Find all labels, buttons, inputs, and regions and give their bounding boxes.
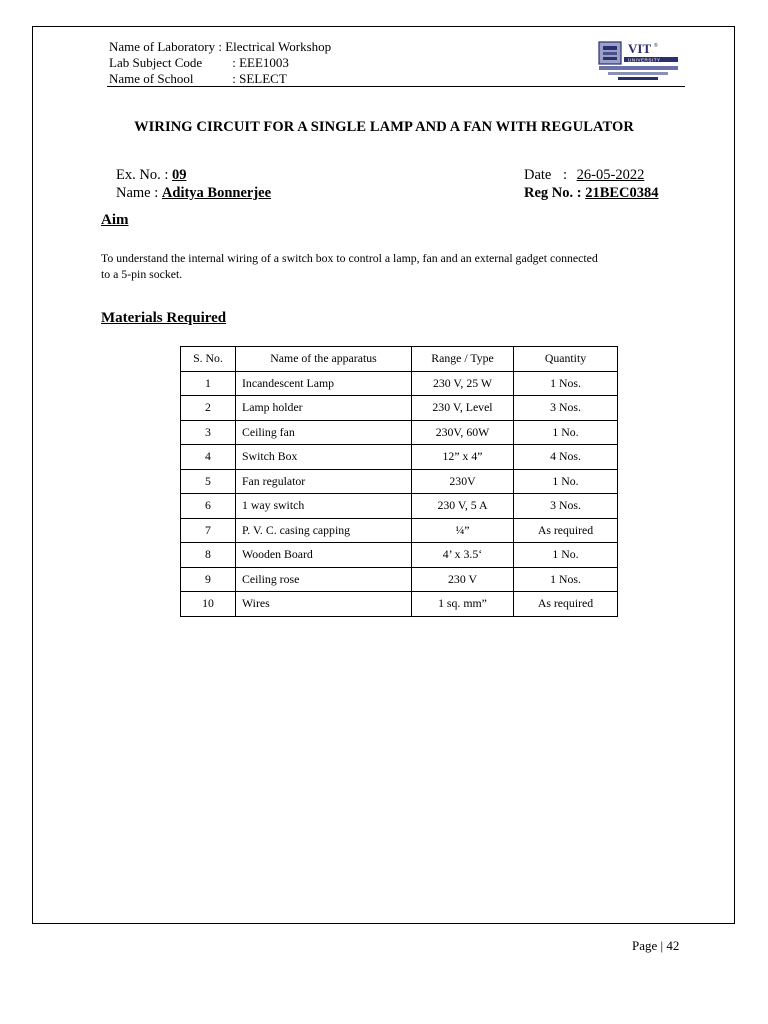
- table-header-row: [181, 347, 618, 372]
- code-value: : EEE1003: [232, 55, 289, 70]
- header-lab-row: [109, 39, 331, 55]
- page-number: Page | 42: [632, 938, 680, 953]
- code-label: Lab Subject Code: [109, 55, 203, 70]
- aim-text: [101, 250, 661, 282]
- lab-value: : Electrical Workshop: [218, 39, 332, 54]
- table-cell: 1: [181, 371, 236, 396]
- table-row: [181, 371, 618, 396]
- name-row: [116, 184, 271, 202]
- date-separator: :: [563, 167, 568, 183]
- table-row: [181, 445, 618, 470]
- document-title: WIRING CIRCUIT FOR A SINGLE LAMP AND A FAN WITH REGULATOR: [134, 119, 634, 135]
- column-header: S. No.: [181, 347, 236, 372]
- table-row: [181, 518, 618, 543]
- table-cell: Wooden Board: [236, 543, 412, 568]
- table-cell: 12” x 4”: [412, 445, 514, 470]
- column-header: Range / Type: [412, 347, 514, 372]
- date-row: [524, 166, 644, 184]
- table-cell: 6: [181, 494, 236, 519]
- table-cell: Ceiling rose: [236, 567, 412, 592]
- date-value: 26-05-2022: [576, 167, 645, 183]
- table-cell: 3 Nos.: [514, 494, 618, 519]
- materials-heading: Materials Required: [101, 310, 227, 326]
- lab-label: Name of Laboratory: [109, 39, 216, 54]
- aim-heading: Aim: [101, 212, 129, 228]
- table-row: [181, 469, 618, 494]
- table-cell: 8: [181, 543, 236, 568]
- table-cell: 1 Nos.: [514, 371, 618, 396]
- table-cell: 230 V, 25 W: [412, 371, 514, 396]
- table-cell: As required: [514, 518, 618, 543]
- table-cell: 2: [181, 396, 236, 421]
- reg-value: 21BEC0384: [585, 185, 659, 201]
- table-cell: Fan regulator: [236, 469, 412, 494]
- table-cell: 3: [181, 420, 236, 445]
- table-cell: 7: [181, 518, 236, 543]
- table-cell: 1 No.: [514, 469, 618, 494]
- header-divider: [107, 86, 685, 87]
- table-cell: 1 sq. mm”: [412, 592, 514, 617]
- table-cell: 3 Nos.: [514, 396, 618, 421]
- table-cell: ¼”: [412, 518, 514, 543]
- ex-no-label: Ex. No. :: [116, 167, 169, 183]
- school-value: : SELECT: [232, 71, 287, 86]
- ex-no-row: [116, 166, 222, 184]
- reg-label: Reg No. :: [524, 185, 582, 201]
- svg-text:®: ®: [654, 43, 658, 49]
- logo-sub: UNIVERSITY: [628, 57, 661, 63]
- header-code-row: [109, 55, 289, 71]
- table-cell: 5: [181, 469, 236, 494]
- aim-line-1: To understand the internal wiring of a switch box to control a lamp, fan and an external gadget connected: [101, 251, 598, 265]
- table-cell: Ceiling fan: [236, 420, 412, 445]
- table-row: [181, 543, 618, 568]
- table-cell: 230 V, Level: [412, 396, 514, 421]
- table-cell: 230 V, 5 A: [412, 494, 514, 519]
- table-cell: 1 way switch: [236, 494, 412, 519]
- table-cell: 1 No.: [514, 420, 618, 445]
- table-cell: 10: [181, 592, 236, 617]
- table-cell: 9: [181, 567, 236, 592]
- date-label: Date: [524, 167, 552, 183]
- table-row: [181, 494, 618, 519]
- vit-logo: [598, 39, 680, 81]
- materials-table: [180, 346, 618, 617]
- table-cell: Wires: [236, 592, 412, 617]
- table-row: [181, 396, 618, 421]
- table-row: [181, 592, 618, 617]
- table-row: [181, 420, 618, 445]
- table-cell: 230 V: [412, 567, 514, 592]
- table-cell: 230V: [412, 469, 514, 494]
- name-value: Aditya Bonnerjee: [161, 185, 272, 201]
- table-cell: 1 No.: [514, 543, 618, 568]
- name-label: Name :: [116, 185, 159, 201]
- table-cell: Switch Box: [236, 445, 412, 470]
- aim-line-2: to a 5-pin socket.: [101, 267, 183, 281]
- table-cell: P. V. C. casing capping: [236, 518, 412, 543]
- column-header: Quantity: [514, 347, 618, 372]
- table-cell: 1 Nos.: [514, 567, 618, 592]
- table-cell: 230V, 60W: [412, 420, 514, 445]
- logo-text: VIT: [628, 41, 652, 56]
- table-cell: 4: [181, 445, 236, 470]
- table-row: [181, 567, 618, 592]
- reg-row: [524, 184, 659, 202]
- table-cell: 4 Nos.: [514, 445, 618, 470]
- ex-no-value: 09: [171, 167, 187, 183]
- school-label: Name of School: [109, 71, 194, 86]
- column-header: Name of the apparatus: [236, 347, 412, 372]
- table-cell: 4’ x 3.5‘: [412, 543, 514, 568]
- table-cell: Lamp holder: [236, 396, 412, 421]
- table-cell: As required: [514, 592, 618, 617]
- header-school-row: [109, 71, 287, 87]
- table-cell: Incandescent Lamp: [236, 371, 412, 396]
